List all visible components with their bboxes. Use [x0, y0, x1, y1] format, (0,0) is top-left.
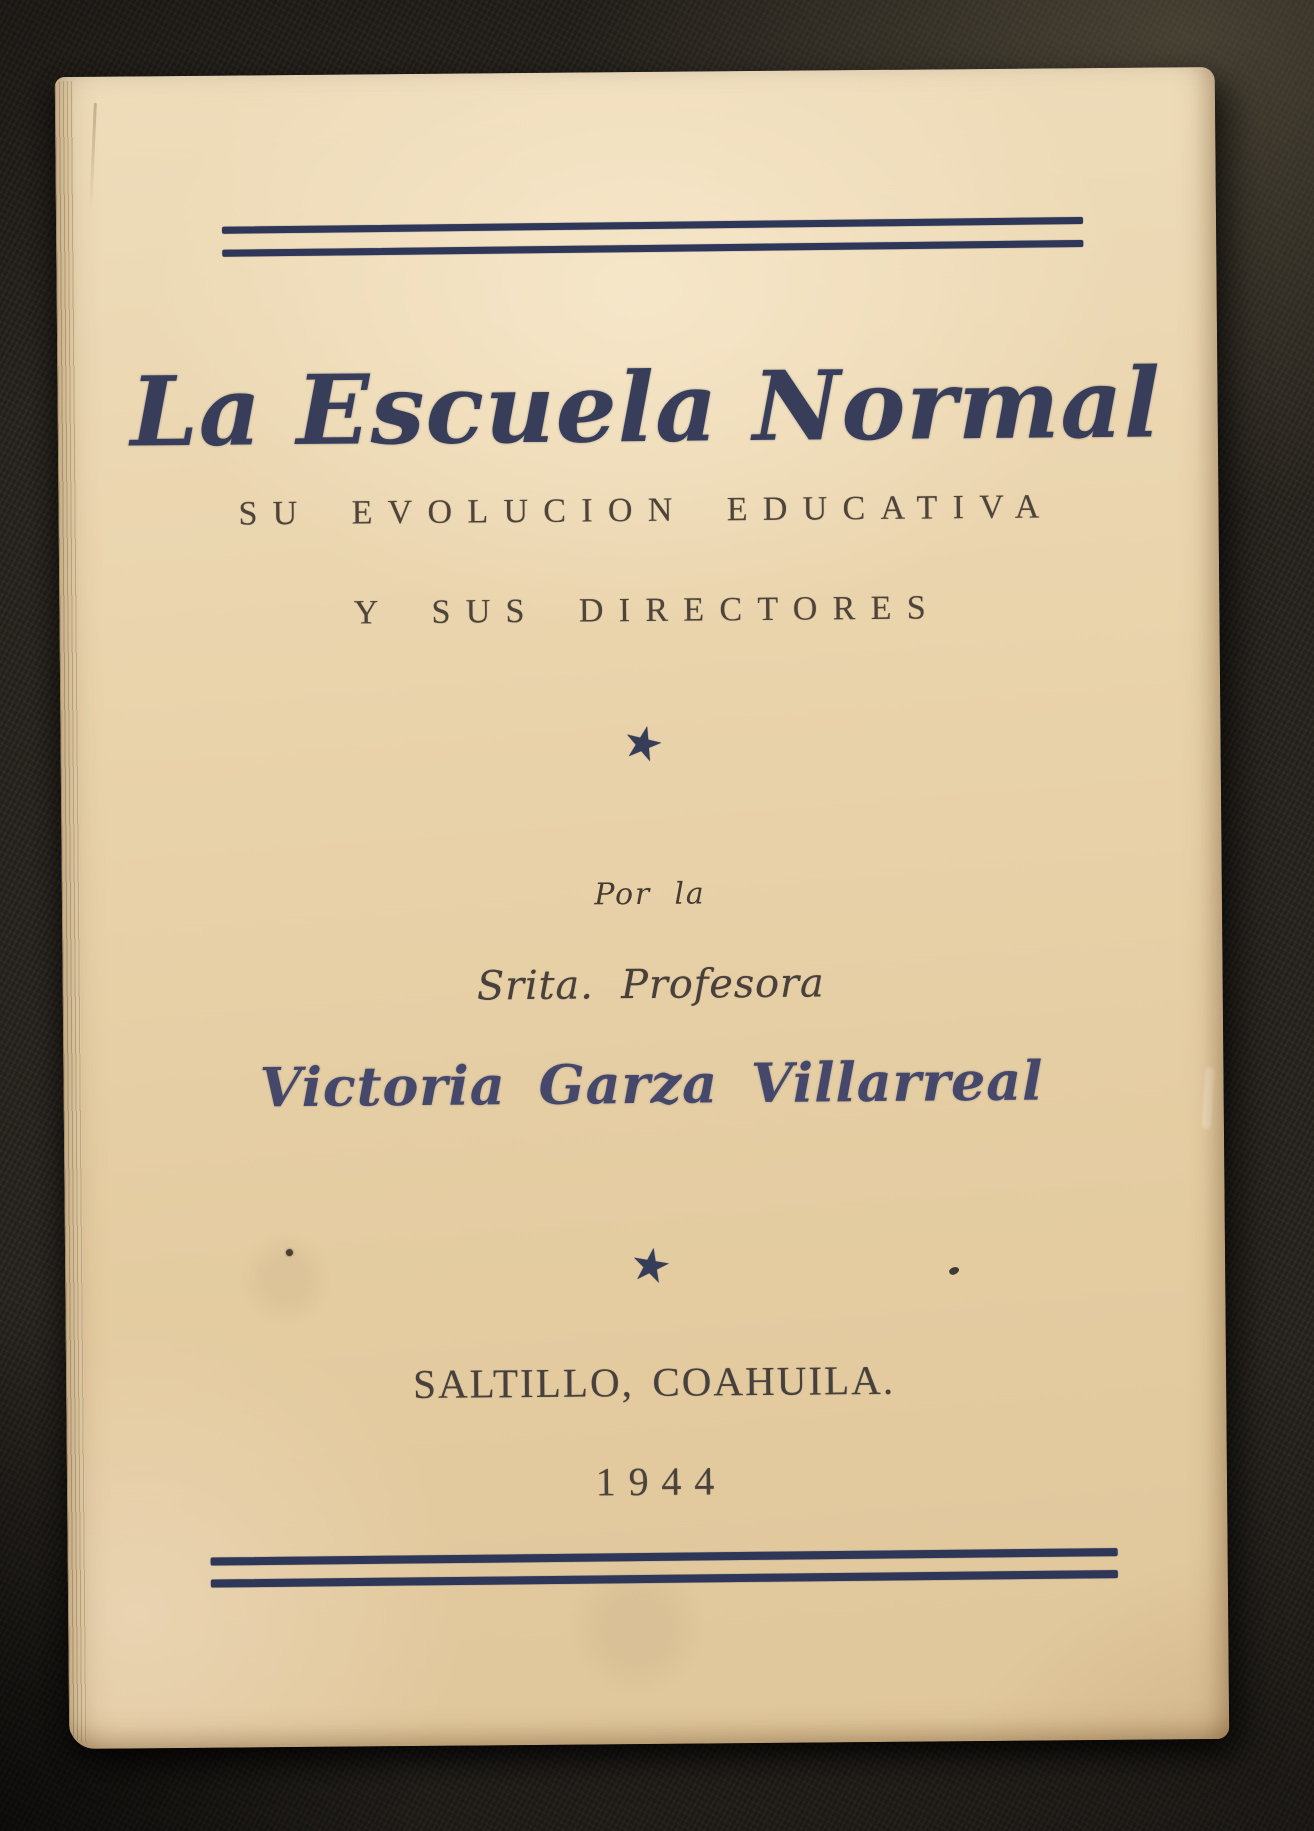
cover-crease	[89, 103, 97, 213]
place-line: SALTILLO, COAHUILA.	[412, 1356, 896, 1408]
rule-bar	[222, 217, 1083, 234]
rule-bar	[211, 1570, 1118, 1587]
paper-speck	[286, 1249, 293, 1256]
top-double-rule	[222, 217, 1083, 257]
byline-prefix: Por la	[594, 876, 706, 913]
author-name: Victoria Garza Villarreal	[259, 1048, 1044, 1120]
star-icon: ★	[625, 1234, 676, 1295]
subtitle-line-2: Y SUS DIRECTORES	[353, 589, 942, 632]
rule-bar	[211, 1548, 1118, 1565]
star-icon: ★	[616, 711, 670, 775]
book-cover	[55, 67, 1230, 1749]
paper-speck	[948, 1265, 960, 1276]
book-title: La Escuela Normal	[129, 346, 1162, 469]
bottom-double-rule	[211, 1548, 1118, 1587]
rule-bar	[222, 240, 1083, 257]
year-line: 1944	[595, 1458, 728, 1505]
subtitle-line-1: SU EVOLUCION EDUCATIVA	[238, 488, 1055, 533]
byline-role: Srita. Profesora	[476, 960, 825, 1010]
